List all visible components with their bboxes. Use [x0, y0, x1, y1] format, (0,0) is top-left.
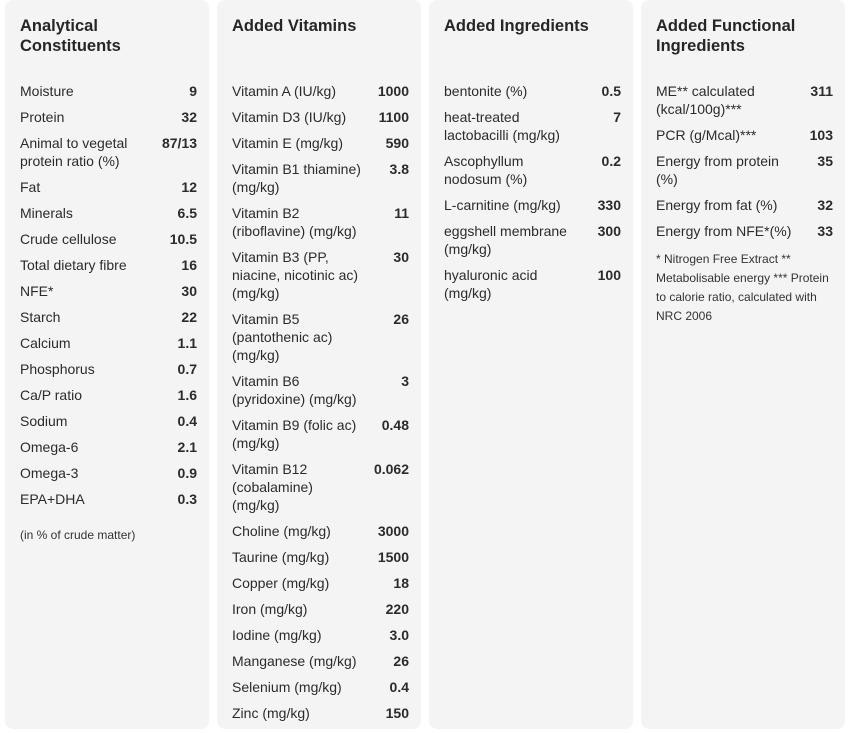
nutrient-row — [444, 152, 621, 188]
card-title: Added Ingredients — [444, 17, 589, 35]
nutrient-row — [232, 204, 409, 240]
nutrient-row — [20, 490, 197, 508]
nutrient-value: 3000 — [377, 523, 409, 539]
nutrient-row — [232, 548, 409, 566]
nutrient-value: 590 — [385, 135, 409, 151]
nutrient-value: 1.1 — [177, 335, 197, 351]
analytical-constituents-card — [5, 0, 209, 729]
nutrient-value: 10.5 — [169, 231, 197, 247]
nutrient-row — [232, 134, 409, 152]
nutrient-row — [20, 464, 197, 482]
nutrient-value: 1000 — [377, 83, 409, 99]
nutrient-label: ME** calculated (kcal/100g)*** — [656, 83, 755, 117]
added-vitamins-card — [217, 0, 421, 729]
nutrient-value: 0.4 — [177, 413, 197, 429]
nutrient-value: 100 — [597, 267, 621, 283]
nutrient-label: Vitamin B5 (pantothenic ac) (mg/kg) — [232, 311, 333, 363]
nutrient-row — [232, 652, 409, 670]
nutrient-value: 2.1 — [177, 439, 197, 455]
nutrient-label: L-carnitine (mg/kg) — [444, 197, 561, 213]
nutrient-label: Taurine (mg/kg) — [232, 549, 330, 565]
nutrient-label: Ascophyllum nodosum (%) — [444, 153, 528, 187]
nutrient-label: Selenium (mg/kg) — [232, 679, 342, 695]
nutrient-row — [20, 412, 197, 430]
nutrient-label: Ca/P ratio — [20, 387, 82, 403]
nutrient-label: EPA+DHA — [20, 491, 85, 507]
nutrient-row — [656, 126, 833, 144]
nutrient-row — [232, 372, 409, 408]
nutrient-row — [232, 678, 409, 696]
nutrient-row — [232, 82, 409, 100]
nutrient-label: heat-treated lactobacilli (mg/kg) — [444, 109, 560, 143]
nutrient-label: Vitamin B12 (cobalamine) (mg/kg) — [232, 461, 313, 513]
nutrient-label: Vitamin A (IU/kg) — [232, 83, 337, 99]
nutrient-label: Choline (mg/kg) — [232, 523, 331, 539]
nutrient-label: Iodine (mg/kg) — [232, 627, 322, 643]
nutrient-label: Iron (mg/kg) — [232, 601, 308, 617]
nutrient-value: 220 — [385, 601, 409, 617]
nutrient-row — [20, 282, 197, 300]
added-functional-ingredients-card — [641, 0, 845, 729]
nutrient-row — [232, 600, 409, 618]
nutrient-row — [20, 178, 197, 196]
nutrient-value: 0.9 — [177, 465, 197, 481]
nutrient-value: 22 — [181, 309, 197, 325]
nutrient-label: Energy from NFE*(%) — [656, 223, 792, 239]
nutrient-label: Vitamin E (mg/kg) — [232, 135, 343, 151]
nutrient-value: 103 — [809, 127, 833, 143]
nutrient-value: 32 — [817, 197, 833, 213]
nutrient-value: 330 — [597, 197, 621, 213]
nutrient-label: Vitamin D3 (IU/kg) — [232, 109, 347, 125]
nutrient-label: Vitamin B2 (riboflavine) (mg/kg) — [232, 205, 357, 239]
nutrient-value: 18 — [393, 575, 409, 591]
rows — [20, 82, 197, 508]
nutrient-label: Phosphorus — [20, 361, 95, 377]
nutrient-row — [232, 574, 409, 592]
nutrient-value: 300 — [597, 223, 621, 239]
nutrient-value: 1100 — [378, 109, 409, 125]
nutrient-value: 87/13 — [161, 135, 197, 151]
nutrient-label: Manganese (mg/kg) — [232, 653, 357, 669]
rows — [232, 82, 409, 722]
nutrient-row — [444, 108, 621, 144]
nutrient-row — [20, 108, 197, 126]
nutrient-value: 0.4 — [389, 679, 409, 695]
rows — [444, 82, 621, 302]
nutrient-row — [232, 704, 409, 722]
nutrient-row — [232, 626, 409, 644]
nutrient-label: Sodium — [20, 413, 68, 429]
nutrient-label: Starch — [20, 309, 61, 325]
nutrient-label: eggshell membrane (mg/kg) — [444, 223, 567, 257]
nutrient-row — [444, 196, 621, 214]
nutrient-label: Total dietary fibre — [20, 257, 127, 273]
nutrient-value: 30 — [181, 283, 197, 299]
nutrient-label: Vitamin B9 (folic ac) (mg/kg) — [232, 417, 357, 451]
nutrient-value: 26 — [393, 311, 409, 327]
nutrient-label: Fat — [20, 179, 41, 195]
nutrient-value: 3.0 — [389, 627, 409, 643]
nutrient-label: NFE* — [20, 283, 54, 299]
nutrient-row — [232, 310, 409, 364]
nutrient-value: 9 — [189, 83, 197, 99]
nutrient-label: Vitamin B6 (pyridoxine) (mg/kg) — [232, 373, 357, 407]
nutrient-row — [444, 266, 621, 302]
nutrient-row — [20, 204, 197, 222]
nutrient-value: 1.6 — [177, 387, 197, 403]
nutrient-label: Animal to vegetal protein ratio (%) — [20, 135, 128, 169]
nutrient-label: Vitamin B3 (PP, niacine, nicotinic ac) (mg/kg) — [232, 249, 359, 301]
nutrient-label: hyaluronic acid (mg/kg) — [444, 267, 538, 301]
nutrient-label: Omega-6 — [20, 439, 79, 455]
nutrient-row — [20, 386, 197, 404]
nutrient-value: 7 — [613, 109, 621, 125]
card-title: Added Functional Ingredients — [656, 17, 796, 55]
nutrient-value: 1500 — [377, 549, 409, 565]
nutrient-value: 0.48 — [381, 417, 409, 433]
nutrient-value: 16 — [181, 257, 197, 273]
nutrient-label: Calcium — [20, 335, 71, 351]
rows — [656, 82, 833, 240]
nutrient-row — [20, 134, 197, 170]
nutrient-value: 150 — [385, 705, 409, 721]
nutrient-value: 3 — [401, 373, 409, 389]
nutrient-label: Energy from protein (%) — [656, 153, 779, 187]
nutrient-row — [232, 522, 409, 540]
nutrient-label: Energy from fat (%) — [656, 197, 778, 213]
nutrient-label: Zinc (mg/kg) — [232, 705, 310, 721]
nutrient-row — [20, 82, 197, 100]
nutrient-value: 30 — [393, 249, 409, 265]
nutrient-label: bentonite (%) — [444, 83, 528, 99]
nutrient-row — [232, 160, 409, 196]
nutrient-value: 32 — [181, 109, 197, 125]
nutrient-row — [656, 222, 833, 240]
nutrient-row — [656, 82, 833, 118]
nutrient-label: Protein — [20, 109, 65, 125]
nutrient-value: 0.5 — [601, 83, 621, 99]
nutrient-value: 35 — [817, 153, 833, 169]
nutrient-label: Moisture — [20, 83, 74, 99]
nutrient-label: Omega-3 — [20, 465, 79, 481]
nutrient-value: 0.2 — [601, 153, 621, 169]
nutrient-label: Copper (mg/kg) — [232, 575, 330, 591]
nutrient-label: Crude cellulose — [20, 231, 117, 247]
nutrient-row — [20, 438, 197, 456]
card-title: Analytical Constituents — [20, 17, 121, 55]
nutrient-value: 12 — [181, 179, 197, 195]
nutrient-row — [20, 360, 197, 378]
card-title: Added Vitamins — [232, 17, 357, 35]
nutrient-value: 0.3 — [177, 491, 197, 507]
nutrient-row — [20, 308, 197, 326]
nutrient-row — [20, 256, 197, 274]
nutrient-row — [232, 416, 409, 452]
nutrient-value: 0.7 — [177, 361, 197, 377]
nutrient-value: 6.5 — [177, 205, 197, 221]
nutrient-row — [656, 152, 833, 188]
nutrient-value: 0.062 — [373, 461, 409, 477]
nutrient-value: 11 — [394, 205, 409, 221]
nutrient-row — [232, 248, 409, 302]
nutrient-row — [656, 196, 833, 214]
nutrient-value: 311 — [810, 83, 833, 99]
nutrient-row — [20, 334, 197, 352]
footnote: (in % of crude matter) — [20, 528, 136, 542]
nutrient-label: Vitamin B1 thiamine) (mg/kg) — [232, 161, 361, 195]
added-ingredients-card — [429, 0, 633, 729]
nutrient-row — [20, 230, 197, 248]
footnote: * Nitrogen Free Extract ** Metabolisable energy *** Protein to calorie ratio, calculated with NRC 2006 — [656, 252, 829, 323]
nutrient-label: PCR (g/Mcal)*** — [656, 127, 757, 143]
nutrient-value: 33 — [817, 223, 833, 239]
nutrient-row — [444, 222, 621, 258]
nutrient-row — [232, 460, 409, 514]
nutrient-label: Minerals — [20, 205, 73, 221]
nutrient-value: 26 — [393, 653, 409, 669]
nutrient-value: 3.8 — [389, 161, 409, 177]
nutrient-row — [232, 108, 409, 126]
nutrient-row — [444, 82, 621, 100]
